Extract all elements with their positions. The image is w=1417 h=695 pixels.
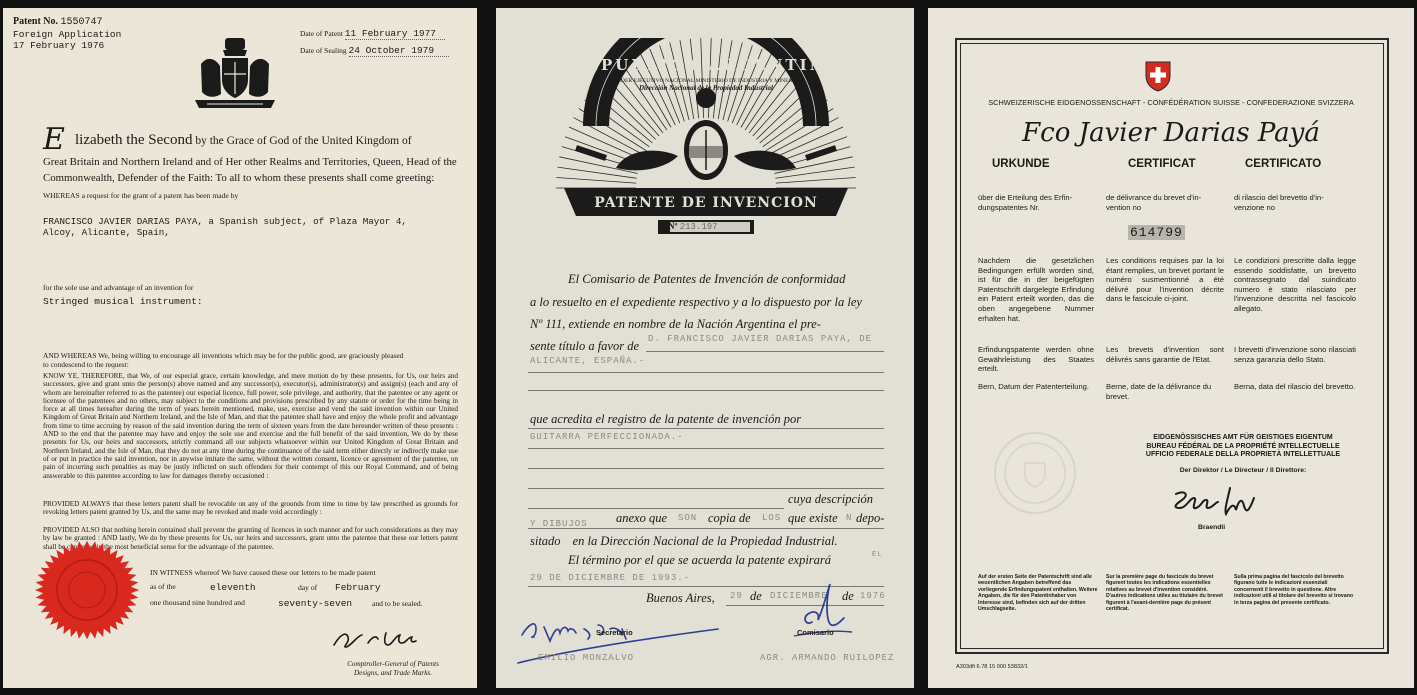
embossed-seal-icon bbox=[990, 428, 1080, 518]
applicant-line-1: FRANCISCO JAVIER DARIAS PAYA, a Spanish subject, of Plaza Mayor 4, bbox=[43, 216, 407, 227]
guarantee-french: Les brevets d'invention sont délivrés sans garantie de l'Etat. bbox=[1106, 345, 1224, 364]
numero-row: Nº 213.197 bbox=[668, 221, 718, 232]
patent-no-label: Patent No. bbox=[13, 16, 58, 27]
guarantee-italian: I brevetti d'invenzione sono rilasciati senza garanzia dello Stato. bbox=[1234, 345, 1356, 364]
monarch-name: lizabeth the Second bbox=[75, 132, 193, 148]
patente-de-invencion-banner: PATENTE DE INVENCION bbox=[594, 195, 818, 211]
body-italian: Le condizioni prescritte dalla legge essendo soddisfatte, un brevetto contrassegnato dal suindicato numero è stato rilasciato per l'invenzione descritta nel fascicolo allegato. bbox=[1234, 256, 1356, 313]
guarantee-german: Erfindungspatente werden ohne Gewährleistung des Staates erteilt. bbox=[978, 345, 1094, 374]
opening-line-3: Commonwealth, Defender of the Faith: To all to whom these presents shall come greeting: bbox=[43, 172, 435, 184]
uk-patent-no-row bbox=[13, 16, 103, 28]
date-of-patent-label: Date of Patent bbox=[300, 29, 343, 38]
date-of-sealing-value: 24 October 1979 bbox=[349, 45, 449, 57]
office-name: EIDGENÖSSISCHES AMT FÜR GEISTIGES EIGENTUM BUREAU FÉDÉRAL DE LA PROPRIÉTÉ INTELLECTUELLE UFFICIO FEDERALE DELLA PROPRIETÀ INTELLETTUALE bbox=[1145, 434, 1341, 459]
body-line-1: El Comisario de Patentes de Invención de conformidad bbox=[568, 272, 846, 286]
argentina-patente: REPUBLICA ARGENTINA PODER EJECUTIVO NACIONAL MINISTERIO DE INDUSTRIA Y MINERIA Dirección Nacional de la Propiedad Industrial PATENTE DE INVENCION Nº 213.197 El Comisario de Patentes de Invención de conformidad a lo resuelto en el expediente respectivo y a lo dispuesto por la ley Nº 111, extiende en nombre de la Nación Argentina el pre- sente título a favor de D. FRANCISCO JAVIER DARIAS PAYA, DE ALICANTE, ESPAÑA.- que acredita el registro de la patente de invención por GUITARRA PERFECCIONADA.- cuya descripción Y DIBUJOS anexo que SON copia de LOS que existe N depo- sitado en la Dirección Nacional de la Propiedad Industrial. El término por el que se acuerda la patente expirará EL 29 DE DICIEMBRE DE 1993.- Buenos Aires, 29 de DICIEMBRE de 1976 Secretario EMILIO MONZALVO Comisario AGR. ARMANDO RUILOPEZ bbox=[496, 8, 914, 688]
opening-line-1: lizabeth the Second by the Grace of God of the United Kingdom of bbox=[75, 132, 412, 148]
republica-argentina-title: REPUBLICA ARGENTINA bbox=[571, 56, 841, 74]
patent-number: 614799 bbox=[1130, 225, 1183, 240]
applicant-block bbox=[43, 216, 407, 238]
body-german: Nachdem die gesetzlichen Bedingungen erfüllt worden sind, ist für die in der beigefügten Patentschrift dargelegte Erfindung ein Patent erteilt worden, das die oben angegebene Nummer erhalten hat. bbox=[978, 256, 1094, 323]
termino-line: El término por el que se acuerda la patente expirará bbox=[568, 553, 832, 567]
title-italian: CERTIFICATO bbox=[1245, 158, 1322, 170]
expiry-date: 29 DE DICIEMBRE DE 1993.- bbox=[530, 573, 691, 583]
footnote-french: Sur la première page du fascicule du brevet figurent toutes les indications essentielles relatives au brevet d'invention considéré. D'autres indications utiles au titulaire du brevet figurent à l'avant-dernière page du présent certificat. bbox=[1106, 574, 1223, 613]
intro-german: über die Erteilung des Erfin- dungspatentes Nr. bbox=[978, 193, 1073, 212]
royal-coat-of-arms-icon bbox=[189, 34, 281, 114]
patent-holder-name: Fco Javier Darias Payá bbox=[1022, 118, 1320, 148]
footnote-german: Auf der ersten Seite der Patentschrift sind alle wesentlichen Angaben betreffend das vorliegende Erfindungspatent enthalten. Weitere Angaben, die für den Patentinhaber von Interesse sind, befinden sich auf der dritten Umschlagseite. bbox=[978, 574, 1098, 613]
foreign-application bbox=[13, 30, 121, 51]
sole-use-text: for the sole use and advantage of an invention for bbox=[43, 283, 194, 292]
applicant-line-2: Alcoy, Alicante, Spain, bbox=[43, 227, 170, 238]
body-line-2: a lo resuelto en el expediente respectivo y a lo dispuesto por la ley bbox=[530, 295, 862, 309]
confederation-header: SCHWEIZERISCHE EIDGENOSSENSCHAFT - CONFÉDÉRATION SUISSE - CONFEDERAZIONE SVIZZERA bbox=[988, 98, 1354, 107]
body-french: Les conditions requises par la loi étant remplies, un brevet portant le numéro susmentionné a été délivré pour l'invention décrite dans le fascicule ci-joint. bbox=[1106, 256, 1224, 304]
date-note-italian: Berna, data del rilascio del brevetto. bbox=[1234, 382, 1356, 391]
whereas-encourage: AND WHEREAS We, being willing to encourage all inventions which may be for the public good, are graciously pleased to condescend to the request: bbox=[43, 351, 404, 369]
ministry-lines: PODER EJECUTIVO NACIONAL MINISTERIO DE INDUSTRIA Y MINERIA Dirección Nacional de la Propiedad Industrial bbox=[613, 78, 799, 92]
anexo-line: Y DIBUJOS anexo que SON copia de LOS que existe N depo- bbox=[530, 511, 885, 529]
as-of-row: as of the eleventh day of February bbox=[150, 582, 381, 593]
director-name: Braendli bbox=[1198, 524, 1226, 531]
cuya-descripcion: cuya descripción bbox=[788, 492, 874, 506]
beneficiary-line-2: ALICANTE, ESPAÑA.- bbox=[530, 356, 646, 366]
provided-also-paragraph: PROVIDED ALSO that nothing herein contained shall prevent the granting of licences in such manner and for such considerations as they may by law be granted : AND lastly, We do by these presents for Us, our heirs and successors, grant unto the patentee that these our letters patent shall be construed in the most beneficial sense for the advantage of the patentee. bbox=[43, 526, 458, 551]
body-line-4: sente título a favor de bbox=[530, 339, 640, 353]
foreign-application-date: 17 February 1976 bbox=[13, 39, 105, 51]
director-signature-icon bbox=[1168, 484, 1278, 524]
foreign-application-label: Foreign Application bbox=[13, 29, 122, 40]
invention-title: Stringed musical instrument: bbox=[43, 296, 203, 307]
wax-seal-icon bbox=[23, 536, 151, 644]
whereas-request: WHEREAS a request for the grant of a patent has been made by bbox=[43, 191, 239, 200]
form-code: A303dfi 6.78 15 000 53832/1 bbox=[956, 664, 1028, 670]
comptroller-title: Comptroller-General of Patents Designs, and Trade Marks. bbox=[347, 660, 439, 677]
director-label: Der Direktor / Le Directeur / Il Direttore: bbox=[1179, 467, 1307, 474]
uk-letters-patent bbox=[3, 8, 477, 688]
patent-no-value: 1550747 bbox=[60, 17, 103, 28]
numero-value: 213.197 bbox=[679, 222, 718, 232]
witness-text: IN WITNESS whereof We have caused these our letters to be made patent bbox=[150, 568, 376, 577]
comptroller-signature-icon bbox=[328, 623, 438, 657]
year-row: one thousand nine hundred and seventy-seven and to be sealed. bbox=[150, 598, 423, 609]
provided-always-paragraph: PROVIDED ALWAYS that these letters patent shall be revocable on any of the grounds from time to time by law prescribed as grounds for revoking letters patent granted by Us, and the same may be revoked and made void accordingly : bbox=[43, 500, 458, 517]
swiss-certificate bbox=[928, 8, 1414, 688]
year-value: seventy-seven bbox=[278, 598, 353, 609]
opening-line-2: Great Britain and Northern Ireland and of Her other Realms and Territories, Queen, Head of the bbox=[43, 156, 457, 168]
title-french: CERTIFICAT bbox=[1128, 158, 1196, 170]
invention-value: GUITARRA PERFECCIONADA.- bbox=[530, 432, 684, 442]
swiss-shield-icon bbox=[1144, 60, 1172, 92]
know-ye-paragraph: KNOW YE, THEREFORE, that We, of our especial grace, certain knowledge, and mere motion do by these presents, for Us, our heirs and successors, give and grant unto the person(s) above named and any successor(s), executor(s), administrator(s) and assign(s) (each and any of whom are hereinafter referred to as the patentee) our especial licence, full power, sole privilege, and authority, that the patentee or any agent or licensee of the patentees and no others, may subject to the conditions and provisions prescribed by any statute or order for the time being in force at all times hereafter during the term of years herein mentioned, make, use, exercise and vend the said invention within our United Kingdom of Great Britain and Northern Ireland, and the Isle of Man, and that the patentee shall have and enjoy the whole profit and advantage from time to time accruing by reason of the said invention during the term of sixteen years from the date hereunder written of these presents : AND to the end that the patentee may have and enjoy the sole use and exercise and the full benefit of the said invention, We do by these presents for Us, our heirs and successors, strictly command all our subjects whatsoever within our United Kingdom of Great Britain and Northern Ireland, and the Isle of Man, that they do not at any time during the continuance of the said term either directly or indirectly make use of or put in practice the said invention, nor in anywise imitate the same, without the written consent, licence or agreement of the patentee, on pain of incurring such penalties as may be justly inflicted on such offenders for their contempt of this our Royal Command, and of being answerable to this patentee according to law for damages thereby occasioned : bbox=[43, 372, 458, 480]
date-note-german: Bern, Datum der Patenterteilung. bbox=[978, 382, 1090, 391]
title-german: URKUNDE bbox=[992, 158, 1050, 170]
date-note-french: Berne, date de la délivrance du brevet. bbox=[1106, 382, 1212, 401]
comisario-name: AGR. ARMANDO RUILOPEZ bbox=[760, 653, 895, 663]
footnote-italian: Sulla prima pagina del fascicolo del brevetto figurano tutte le indicazioni essenziali concernenti il brevetto in questione. Altre indicazioni utili al titolare del brevetto si trovano in terza pagina del presente certificato. bbox=[1234, 574, 1354, 606]
month-value: February bbox=[335, 582, 381, 593]
day-value: eleventh bbox=[210, 582, 256, 593]
date-of-patent-value: 11 February 1977 bbox=[345, 28, 445, 40]
secretario-name: EMILIO MONZALVO bbox=[538, 653, 635, 663]
beneficiary-line-1: D. FRANCISCO JAVIER DARIAS PAYA, DE bbox=[648, 334, 873, 344]
comisario-label: Comisario bbox=[797, 628, 834, 637]
issue-date-line: Buenos Aires, 29 de DICIEMBRE de 1976 bbox=[646, 589, 886, 605]
body-line-3: Nº 111, extiende en nombre de la Nación Argentina el pre- bbox=[530, 317, 821, 331]
intro-italian: di rilascio del brevetto d'in- venzione no bbox=[1234, 193, 1324, 212]
opening-initial: E bbox=[43, 122, 65, 157]
acredita-line: que acredita el registro de la patente de invención por bbox=[530, 412, 802, 426]
date-of-patent-row bbox=[300, 28, 445, 40]
date-of-sealing-row bbox=[300, 45, 449, 57]
sitado-line: sitado en la Dirección Nacional de la Propiedad Industrial. bbox=[530, 534, 838, 548]
intro-french: de délivrance du brevet d'in- vention no bbox=[1106, 193, 1202, 212]
date-of-sealing-label: Date of Sealing bbox=[300, 46, 347, 55]
secretario-label: Secretario bbox=[596, 628, 633, 637]
